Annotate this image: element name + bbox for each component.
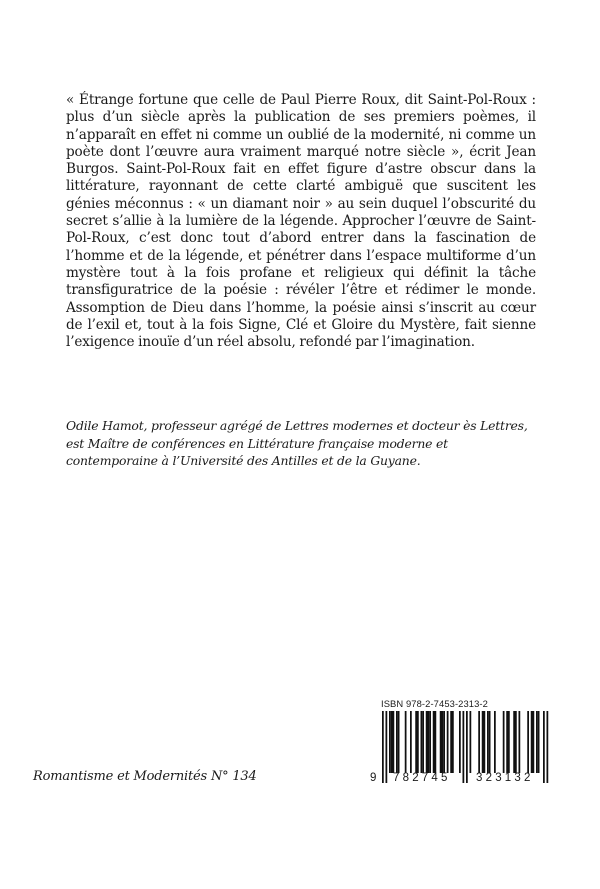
isbn-barcode-block [367,698,567,790]
barcode-bar [410,711,412,773]
barcode-bar [396,711,398,773]
barcode-bar [405,711,407,773]
barcode-lead-digit: 9 [370,772,377,784]
barcode-left-group: 782745 [393,772,451,784]
barcode-bar [442,711,444,773]
barcode-bar [450,711,452,773]
barcode-bar [482,711,484,773]
barcode-bar [452,711,454,773]
barcode-bar [531,711,533,773]
barcode-bar [513,711,515,773]
barcode-bar [503,711,505,773]
barcode-bar [466,711,468,783]
barcode-bar [426,711,428,773]
barcode-bar [519,711,521,773]
barcode-bar [433,711,435,773]
barcode-bar [508,711,510,773]
barcode-bar [382,711,384,783]
barcode-bar [422,711,424,773]
isbn-label: ISBN 978-2-7453-2313-2 [381,698,488,709]
barcode-bar [484,711,486,773]
barcode-bar [533,711,535,773]
barcode-right-group: 323132 [476,772,534,784]
barcode-bar [386,711,388,783]
barcode-bar [429,711,431,773]
barcode-bar [421,711,423,773]
barcode-bar [543,711,545,783]
barcode-bar [538,711,540,773]
barcode-bar [440,711,442,773]
barcode-bar [428,711,430,773]
barcode-bar [435,711,437,773]
barcode-bar [547,711,549,783]
barcode-bar [393,711,395,773]
barcode-bar [506,711,508,773]
barcode-bar [463,711,465,783]
barcode-bar [417,711,419,773]
back-cover-blurb: « Étrange fortune que celle de Paul Pierre Roux, dit Saint-Pol-Roux : plus d’un siècle après la publication de ses premiers poèmes, il n’apparaît en effet ni comme un oublié de la modernité, ni comme un poète dont l’œuvre aura vraiment marqué notre siècle », écrit Jean Burgos. Saint-Pol-Roux fait en effet figure d’astre obscur dans la littérature, rayonnant de cette clarté ambiguë que suscitent les génies méconnus : « un diamant noir » au sein duquel l’obscurité du secret s’allie à la lumière de la légende. Approcher l’œuvre de Saint-Pol-Roux, c’est donc tout d’abord entrer dans la fascination de l’homme et de la légende, et pénétrer dans l’espace multiforme d’un mystère tout à la fois profane et religieux qui définit la tâche transfiguratrice de la poésie : révéler l’être et rédimer le monde. Assomption de Dieu dans l’homme, la poésie ainsi s’inscrit au cœur de l’exil et, tout à la fois Signe, Clé et Gloire du Mystère, fait sienne l’exigence inouïe d’un réel absolu, refondé par l’imagination. [66,92,536,351]
barcode-bar [391,711,393,773]
barcode-bar [527,711,529,773]
author-bio: Odile Hamot, professeur agrégé de Lettres modernes et docteur ès Lettres, est Maître de conférences en Littérature française moderne et contemporaine à l’Université des Antilles et de la Guyane. [66,418,528,469]
barcode-bar [470,711,472,773]
barcode-bar [487,711,489,773]
barcode-bar [398,711,400,773]
barcode-bar [447,711,449,773]
barcode-bar [443,711,445,773]
barcode-bar [536,711,538,773]
barcode-bar [489,711,491,773]
barcode-bar [389,711,391,773]
barcode-bar [415,711,417,773]
barcode-bar [478,711,480,773]
barcode-bar [494,711,496,773]
barcode-bar [459,711,461,773]
series-label: Romantisme et Modernités N° 134 [33,769,257,784]
barcode-bar [515,711,517,773]
